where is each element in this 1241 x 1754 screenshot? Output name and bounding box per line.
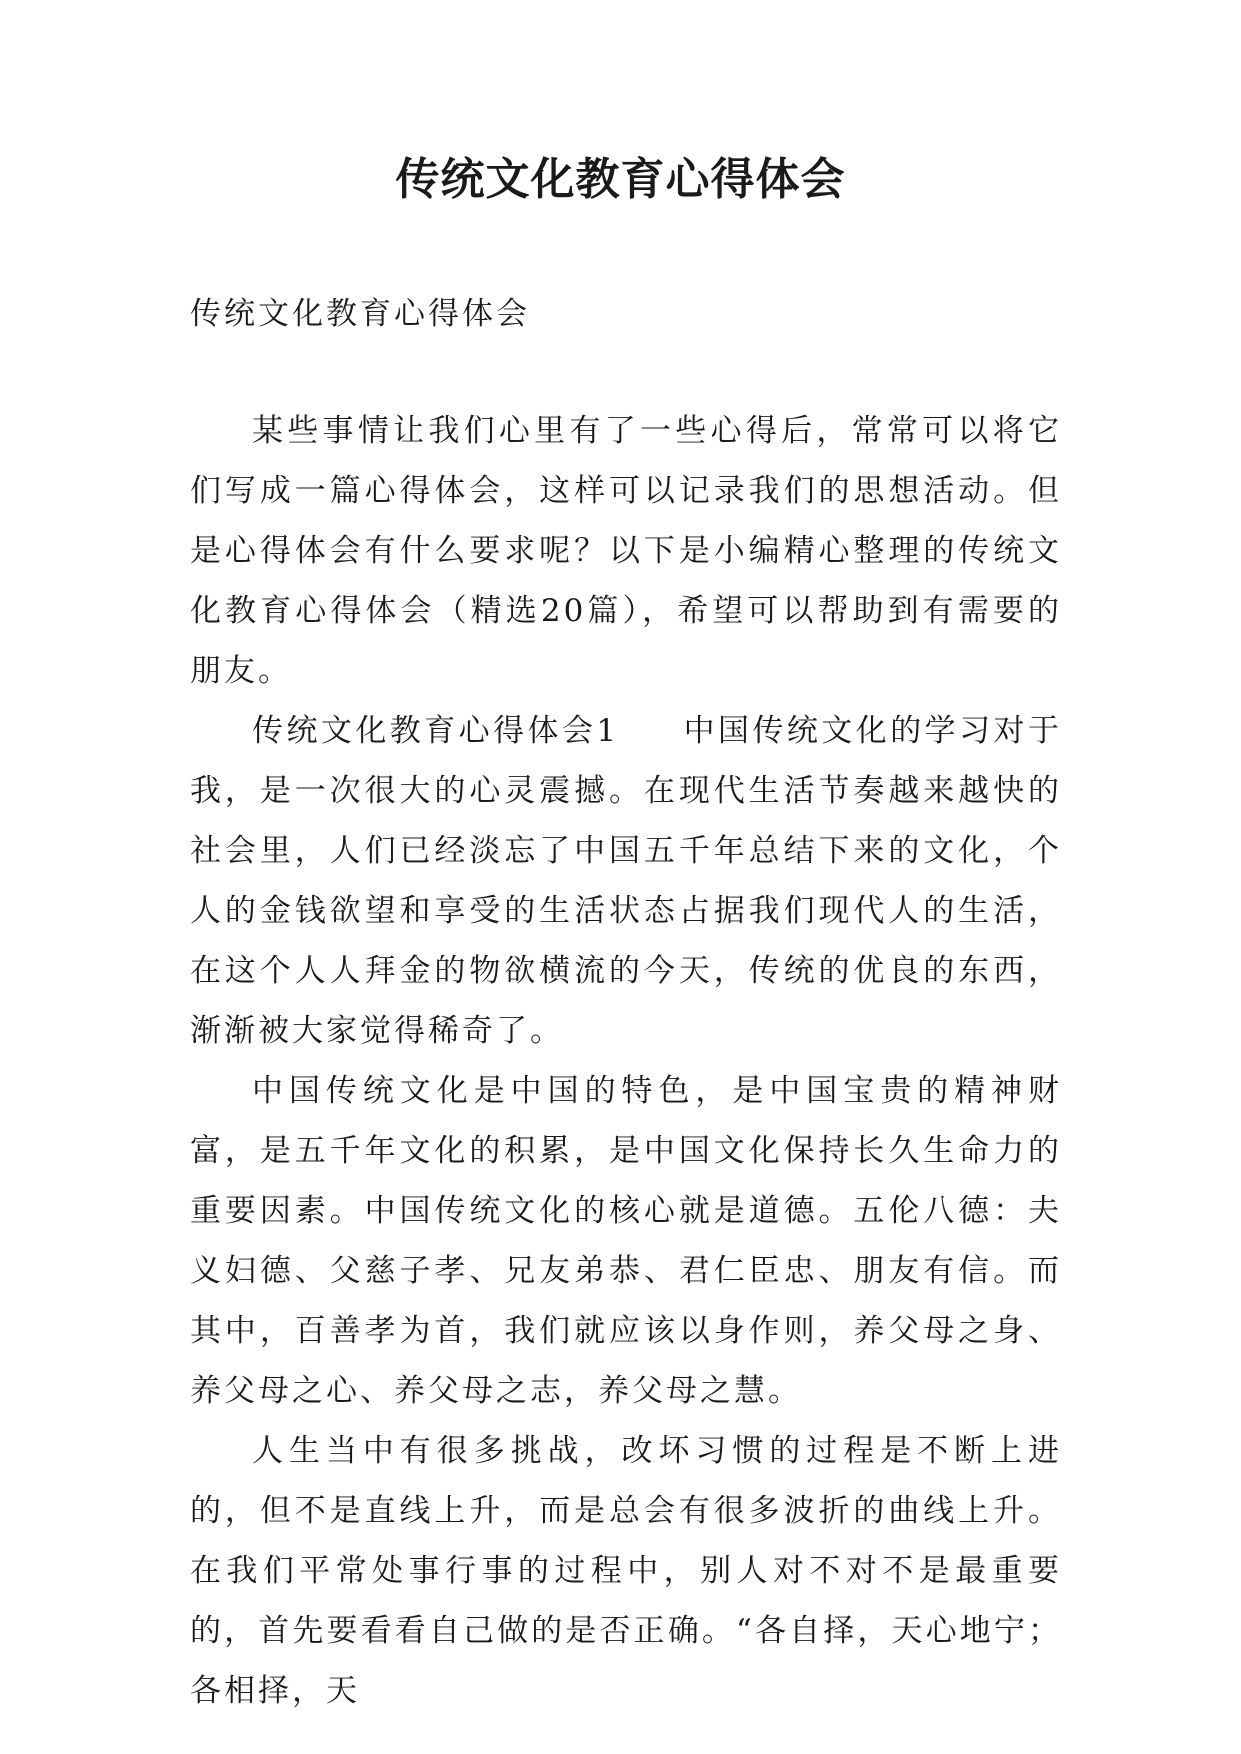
document-title: 传统文化教育心得体会 bbox=[395, 154, 846, 205]
document-body bbox=[190, 401, 1062, 1721]
section-heading: 传统文化教育心得体会1 bbox=[252, 713, 620, 749]
paragraph-section-1-text: 中国传统文化的学习对于我，是一次很大的心灵震撼。在现代生活节奏越来越快的社会里，人们已经淡忘了中国五千年总结下来的文化，个人的金钱欲望和享受的生活状态占据我们现代人的生活，在这个人人拜金的物欲横流的今天，传统的优良的东西，渐渐被大家觉得稀奇了。 bbox=[190, 713, 1062, 1049]
paragraph-section-1 bbox=[190, 701, 1062, 1061]
paragraph-intro: 某些事情让我们心里有了一些心得后，常常可以将它们写成一篇心得体会，这样可以记录我们的思想活动。但是心得体会有什么要求呢？以下是小编精心整理的传统文化教育心得体会（精选20篇），希望可以帮助到有需要的朋友。 bbox=[190, 413, 1062, 689]
document-subtitle: 传统文化教育心得体会 bbox=[190, 296, 530, 332]
paragraph-challenge: 人生当中有很多挑战，改坏习惯的过程是不断上进的，但不是直线上升，而是总会有很多波折的曲线上升。在我们平常处事行事的过程中，别人对不对不是最重要的，首先要看看自己做的是否正确。“各自择，天心地宁；各相择，天 bbox=[190, 1433, 1062, 1709]
paragraph-culture: 中国传统文化是中国的特色，是中国宝贵的精神财富，是五千年文化的积累，是中国文化保持长久生命力的重要因素。中国传统文化的核心就是道德。五伦八德：夫义妇德、父慈子孝、兄友弟恭、君仁臣忠、朋友有信。而其中，百善孝为首，我们就应该以身作则，养父母之身、养父母之心、养父母之志，养父母之慧。 bbox=[190, 1073, 1062, 1409]
